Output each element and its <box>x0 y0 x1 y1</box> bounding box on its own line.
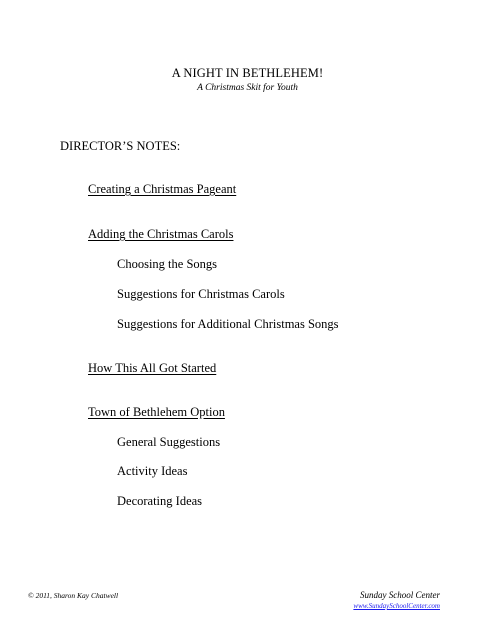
document-subtitle: A Christmas Skit for Youth <box>197 83 298 93</box>
footer-organization: Sunday School Center <box>360 590 440 600</box>
toc-link-creating-pageant[interactable]: Creating a Christmas Pageant <box>88 182 237 196</box>
footer-copyright: © 2011, Sharon Kay Chatwell <box>28 591 119 600</box>
toc-link-adding-carols[interactable]: Adding the Christmas Carols <box>88 227 234 241</box>
footer-url-link[interactable]: www.SundaySchoolCenter.com <box>353 602 440 610</box>
toc-link-town-of-bethlehem[interactable]: Town of Bethlehem Option <box>88 405 225 419</box>
toc-link-how-started[interactable]: How This All Got Started <box>88 361 217 375</box>
toc-item-general-suggestions: General Suggestions <box>117 435 221 449</box>
toc-item-suggestions-additional-songs: Suggestions for Additional Christmas Songs <box>117 317 339 331</box>
toc-item-choosing-songs: Choosing the Songs <box>117 257 218 271</box>
section-heading-directors-notes: DIRECTOR’S NOTES: <box>60 139 181 153</box>
toc-item-suggestions-carols: Suggestions for Christmas Carols <box>117 287 285 301</box>
document-title: A NIGHT IN BETHLEHEM! <box>171 66 324 80</box>
toc-item-decorating-ideas: Decorating Ideas <box>117 494 203 508</box>
toc-item-activity-ideas: Activity Ideas <box>117 464 188 478</box>
